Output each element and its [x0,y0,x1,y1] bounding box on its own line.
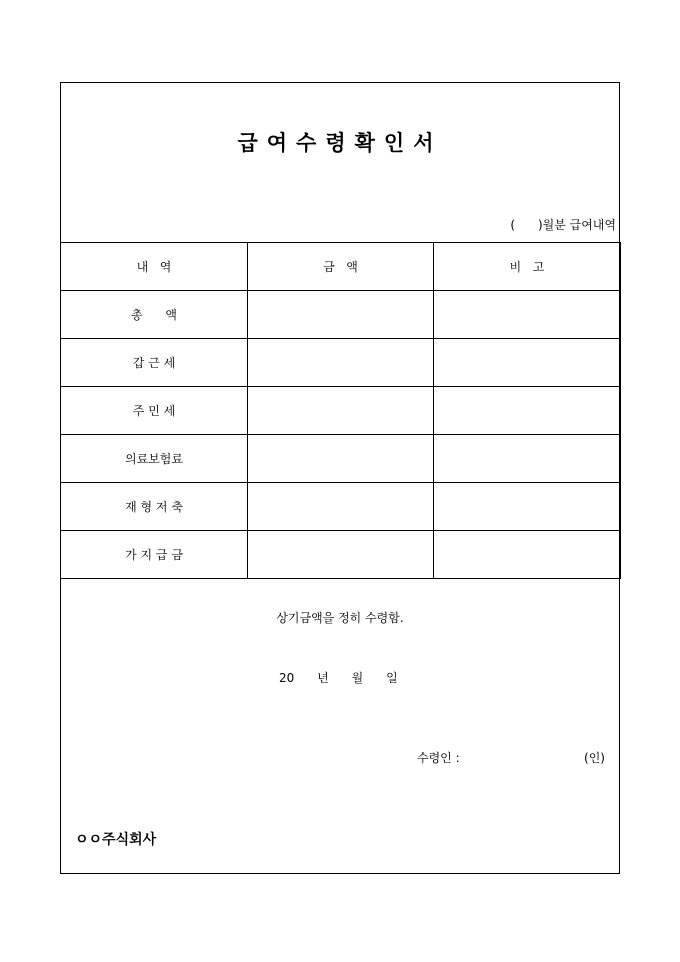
table-row [61,483,621,531]
month-note: ( )월분 급여내역 [510,218,616,232]
header-item: 내 역 [61,243,248,291]
row-amount-cell[interactable] [248,387,434,435]
confirmation-text: 상기금액을 정히 수령함. [276,611,404,625]
row-item-label: 갑 근 세 [61,339,248,387]
row-item-label: 총 액 [61,291,248,339]
row-note-cell[interactable] [434,435,621,483]
header-note: 비 고 [434,243,621,291]
row-note-cell[interactable] [434,339,621,387]
row-item-label: 재 형 저 축 [61,483,248,531]
form-footer [61,581,619,873]
table-row [61,291,621,339]
row-amount-cell[interactable] [248,291,434,339]
table-row [61,339,621,387]
recipient-label: 수령인 : [417,751,460,765]
row-item-label: 의료보험료 [61,435,248,483]
row-amount-cell[interactable] [248,339,434,387]
row-item-label: 주 민 세 [61,387,248,435]
row-amount-cell[interactable] [248,435,434,483]
row-amount-cell[interactable] [248,531,434,579]
table-header-row [61,243,621,291]
row-note-cell[interactable] [434,291,621,339]
row-note-cell[interactable] [434,531,621,579]
table-row [61,435,621,483]
company-name: ㅇㅇ주식회사 [75,832,157,848]
table-row [61,387,621,435]
row-note-cell[interactable] [434,387,621,435]
table-row [61,531,621,579]
receipt-form [60,82,620,874]
document-title: 급여수령확인서 [237,130,443,155]
form-header [61,83,619,243]
seal-mark: (인) [584,751,605,765]
row-item-label: 가 지 급 금 [61,531,248,579]
header-amount: 금 액 [248,243,434,291]
salary-table [60,242,621,579]
row-amount-cell[interactable] [248,483,434,531]
date-line: 20 년 월 일 [279,671,398,685]
row-note-cell[interactable] [434,483,621,531]
